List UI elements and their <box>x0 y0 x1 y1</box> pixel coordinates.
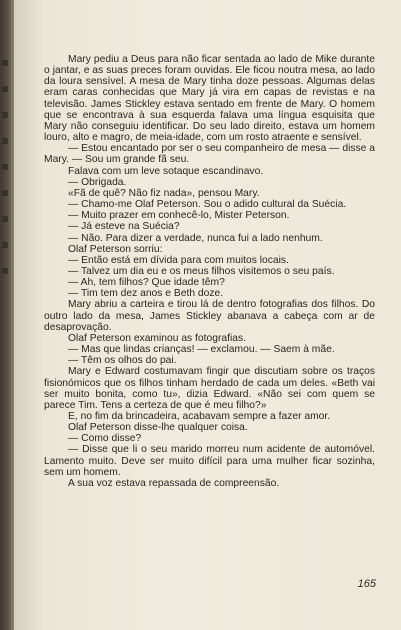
book-page <box>14 0 401 630</box>
paragraph: Mary e Edward costumavam fingir que discutiam sobre os traços fisionómicos que os filhos tinham herdado de cada um deles. «Beth vai ser muito bonita, como tu», dizia Edward. «Não sei com quem se parece Tim. Tens a certeza de que é meu filho?» <box>44 366 375 411</box>
body-text <box>44 54 375 489</box>
paragraph: — Obrigada. <box>68 176 127 188</box>
paragraph: — Então está em dívida para com muitos locais. <box>68 254 289 266</box>
paragraph: Olaf Peterson disse-lhe qualquer coisa. <box>68 422 248 434</box>
paragraph: Mary pediu a Deus para não ficar sentada ao lado de Mike durante o jantar, e as suas preces foram ouvidas. Ele ficou noutra mesa, ao lado da loura sensível. A mesa de Mary tinha doze pessoas. Algumas delas eram caras conhecidas que Mary já vira em capas de revistas e na televisão. James Stickley estava sentado em frente de Mary. O homem que se encontrava à sua esquerda falava uma língua esquisita que Mary não conseguiu identificar. Do seu lado direito, estava um homem louro, alto e magro, de meia-idade, com um rosto atraente e sensível. <box>44 54 375 144</box>
paragraph: Olaf Peterson sorriu: <box>68 243 163 255</box>
paragraph: Falava com um leve sotaque escandinavo. <box>68 165 264 177</box>
paragraph: — Não. Para dizer a verdade, nunca fui a lado nenhum. <box>68 232 323 244</box>
paragraph: — Muito prazer em conhecê-lo, Mister Peterson. <box>68 210 290 222</box>
paragraph: — Tim tem dez anos e Beth doze. <box>68 288 224 300</box>
paragraph: — Disse que li o seu marido morreu num acidente de automóvel. Lamento muito. Deve ser muito difícil para uma mulher ficar sozinha, sem um homem. <box>44 444 375 478</box>
paragraph: «Fã de quê? Não fiz nada», pensou Mary. <box>68 187 260 199</box>
paragraph: Mary abriu a carteira e tirou lá de dentro fotografias dos filhos. Do outro lado da mesa, James Stickley abanava a cabeça com ar de desaprovação. <box>44 299 375 333</box>
page-number: 165 <box>357 578 376 590</box>
paragraph: E, no fim da brincadeira, acabavam sempre a fazer amor. <box>68 411 331 422</box>
paragraph: Olaf Peterson examinou as fotografias. <box>68 332 247 344</box>
paragraph: — Como disse? <box>68 433 142 445</box>
paragraph: — Já esteve na Suécia? <box>68 221 180 233</box>
paragraph: — Têm os olhos do pai. <box>68 355 177 367</box>
paragraph: — Mas que lindas crianças! — exclamou. — Saem à mãe. <box>68 344 335 356</box>
paragraph: — Estou encantado por ser o seu companheiro de mesa — disse a Mary. — Sou um grande fã seu. <box>44 143 375 166</box>
facing-page-edge <box>2 60 8 280</box>
paragraph: — Talvez um dia eu e os meus filhos visitemos o seu país. <box>68 265 335 277</box>
paragraph: — Ah, tem filhos? Que idade têm? <box>68 277 225 289</box>
paragraph: A sua voz estava repassada de compreensão. <box>68 477 280 489</box>
paragraph: — Chamo-me Olaf Peterson. Sou o adido cultural da Suécia. <box>68 199 347 211</box>
